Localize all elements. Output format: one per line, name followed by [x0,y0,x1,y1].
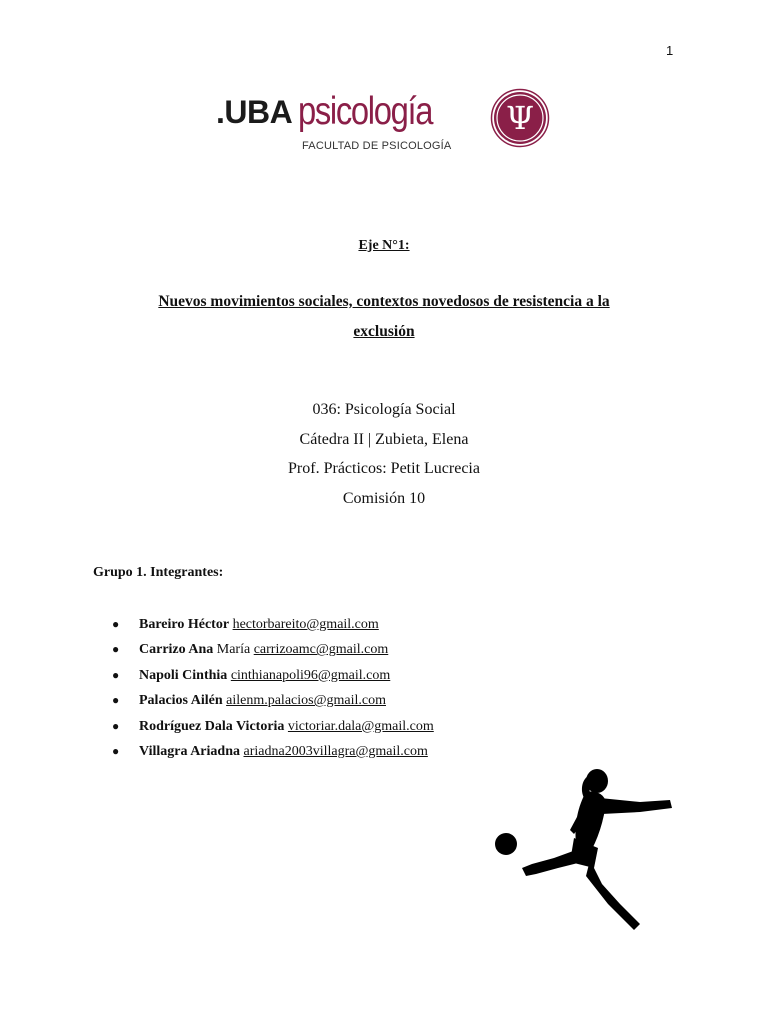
member-name: Rodríguez Dala Victoria [139,718,285,734]
psi-seal-icon [490,88,550,148]
bullet-icon: ● [112,617,120,631]
member-item [112,637,434,662]
title-line-1: Nuevos movimientos sociales, contextos novedosos de resistencia a la [158,293,610,310]
course-info [0,395,768,513]
title-line-2: exclusión [353,323,415,340]
logo-psicologia-text: psicología [298,90,433,133]
group-title: Grupo 1. Integrantes: [93,565,224,580]
svg-text:Ψ: Ψ [505,99,535,137]
member-email-link[interactable]: ailenm.palacios@gmail.com [226,693,386,709]
member-name: Villagra Ariadna [139,743,240,759]
member-item [112,714,434,739]
uba-psicologia-logo [216,88,556,158]
bullet-icon: ● [112,743,120,758]
member-item [112,612,434,637]
member-email-link[interactable]: cinthianapoli96@gmail.com [230,667,391,683]
bullet-icon: ● [112,693,120,708]
logo-faculty-text: FACULTAD DE PSICOLOGÍA [302,140,452,152]
bullet-icon: ● [112,667,120,682]
logo-uba-text: .UBA [216,94,293,130]
member-email-link[interactable]: carrizoamc@gmail.com [253,642,389,658]
member-list [112,612,434,764]
document-title [0,287,768,347]
page-number: 1 [666,43,674,58]
member-item [112,739,434,764]
eje-heading [0,238,768,254]
member-email-link[interactable]: ariadna2003villagra@gmail.com [243,743,428,759]
member-email-link[interactable]: victoriar.dala@gmail.com [287,718,434,734]
member-name: Palacios Ailén [139,693,223,709]
member-item [112,688,434,713]
bullet-icon: ● [112,642,120,657]
member-name: Bareiro Héctor [139,617,230,632]
course-subject: 036: Psicología Social [312,401,456,418]
bullet-icon: ● [112,718,120,733]
member-name: Carrizo Ana [139,642,214,658]
member-name: Napoli Cinthia [139,667,228,683]
eje-heading-text: Eje N°1: [358,238,410,253]
member-extra: María [216,642,251,658]
soccer-player-silhouette-icon [490,764,680,934]
member-email-link[interactable]: hectorbareito@gmail.com [232,617,379,632]
course-professor: Prof. Prácticos: Petit Lucrecia [288,460,480,477]
member-item [112,663,434,688]
course-commission: Comisión 10 [342,489,426,507]
course-chair: Cátedra II | Zubieta, Elena [299,430,469,448]
